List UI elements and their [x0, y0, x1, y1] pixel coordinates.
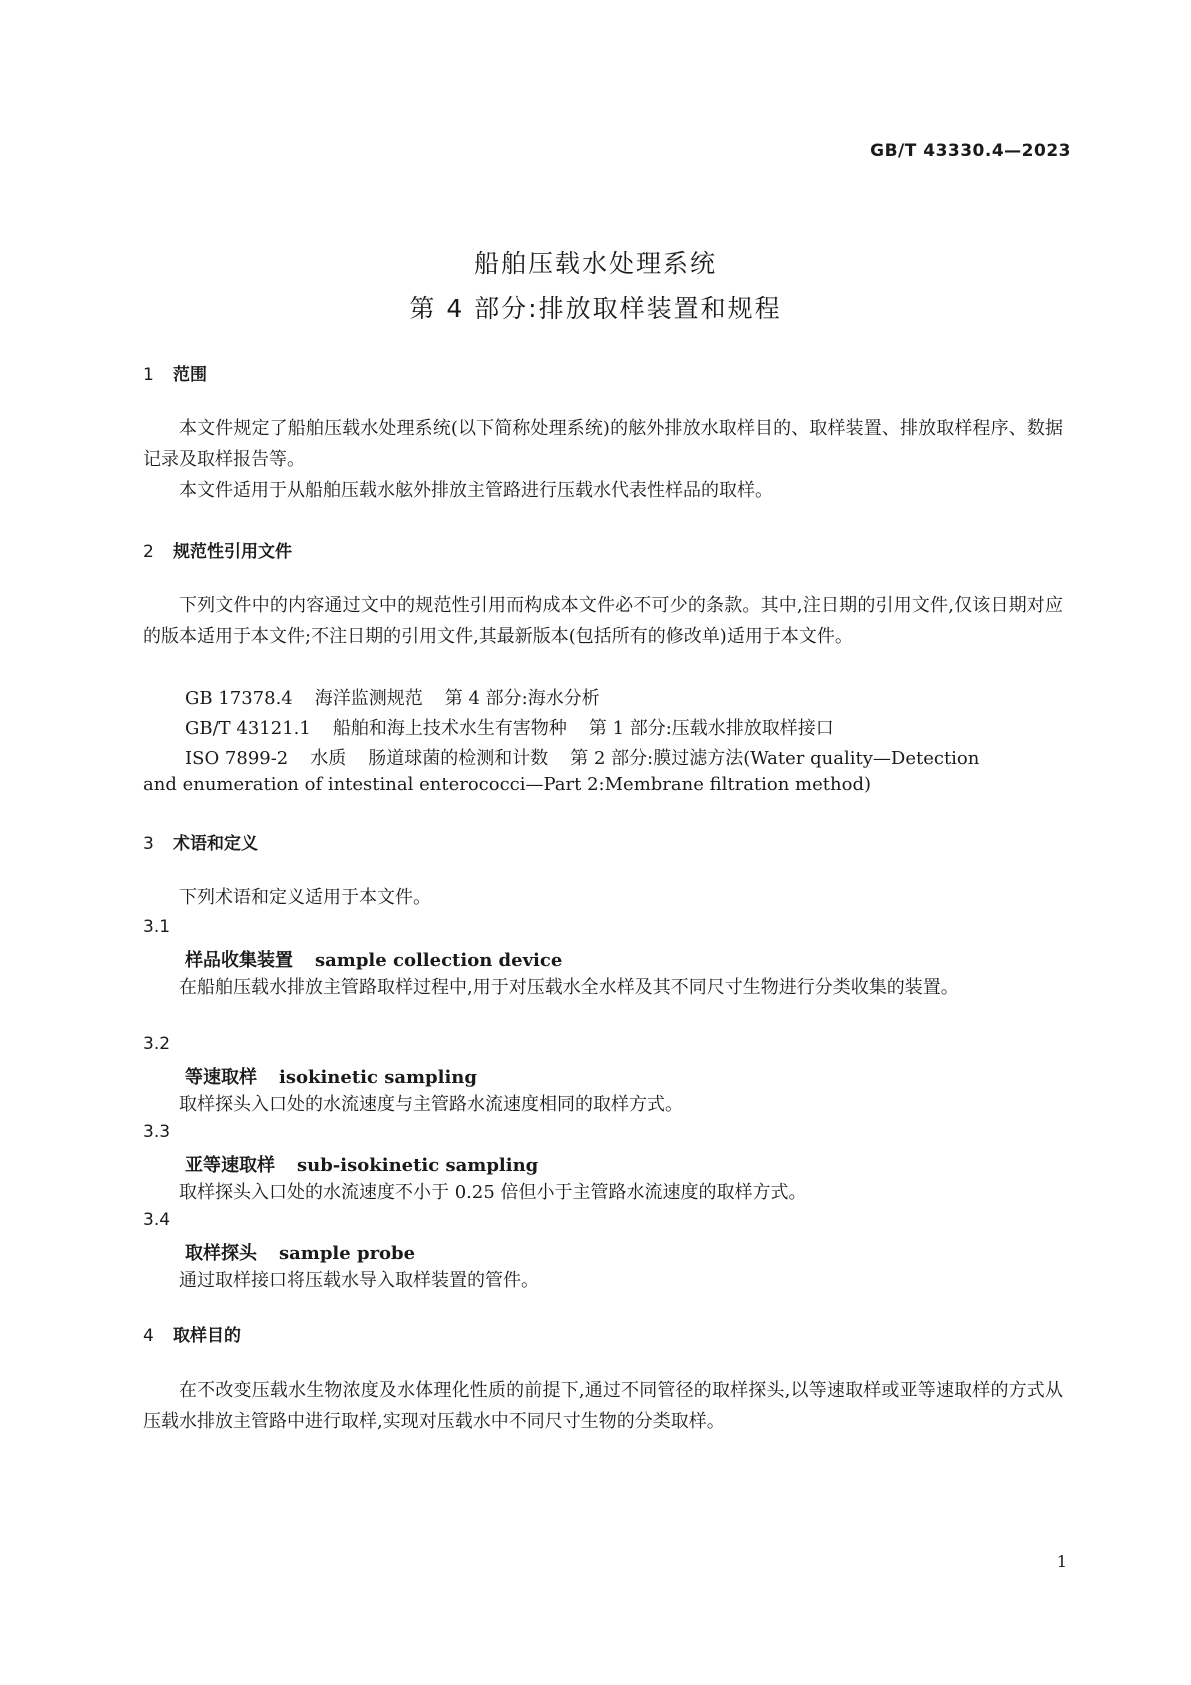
term-heading — [185, 1151, 538, 1177]
reference-code: ISO 7899-2 — [185, 748, 289, 769]
normative-reference-1 — [185, 684, 600, 710]
page-number: 1 — [1056, 1552, 1067, 1571]
section-title: 范围 — [173, 365, 207, 385]
standard-code: GB/T 43330.4—2023 — [870, 141, 1071, 161]
section-title: 取样目的 — [173, 1326, 241, 1346]
section-4-heading — [143, 1321, 241, 1346]
term-english: sample probe — [279, 1243, 416, 1264]
term-chinese: 等速取样 — [185, 1067, 257, 1088]
section-1-heading — [143, 360, 207, 385]
reference-part: 第 1 部分:压载水排放取样接口 — [588, 718, 834, 739]
reference-code: GB/T 43121.1 — [185, 718, 311, 739]
section-3-paragraph-1: 下列术语和定义适用于本文件。 — [179, 887, 431, 908]
section-3-heading — [143, 829, 258, 854]
term-chinese: 样品收集装置 — [185, 950, 293, 971]
term-number: 3.1 — [143, 917, 171, 937]
reference-part: 第 4 部分:海水分析 — [444, 688, 600, 709]
term-definition: 取样探头入口处的水流速度不小于 0.25 倍但小于主管路水流速度的取样方式。 — [179, 1182, 807, 1203]
reference-code: GB 17378.4 — [185, 688, 293, 709]
term-number: 3.2 — [143, 1034, 171, 1054]
term-number: 3.3 — [143, 1122, 171, 1142]
normative-reference-3 — [185, 744, 979, 770]
normative-reference-2 — [185, 714, 834, 740]
section-number: 2 — [143, 542, 154, 562]
section-2-heading — [143, 537, 292, 562]
term-english: sample collection device — [315, 950, 563, 971]
reference-title: 海洋监测规范 — [314, 688, 423, 709]
term-chinese: 亚等速取样 — [185, 1155, 275, 1176]
reference-title: 水质 — [310, 748, 347, 769]
term-definition: 取样探头入口处的水流速度与主管路水流速度相同的取样方式。 — [179, 1094, 683, 1115]
section-1-paragraph-2: 本文件适用于从船舶压载水舷外排放主管路进行压载水代表性样品的取样。 — [179, 480, 773, 501]
term-definition: 在船舶压载水排放主管路取样过程中,用于对压载水全水样及其不同尺寸生物进行分类收集的装置。 — [179, 977, 959, 998]
term-heading — [185, 1239, 415, 1265]
section-title: 规范性引用文件 — [173, 542, 292, 562]
section-2-paragraph-1: 下列文件中的内容通过文中的规范性引用而构成本文件必不可少的条款。其中,注日期的引用文件,仅该日期对应的版本适用于本文件;不注日期的引用文件,其最新版本(包括所有的修改单)适用于本文件。 — [143, 595, 1063, 647]
normative-reference-3-continuation: and enumeration of intestinal enterococci—Part 2:Membrane filtration method) — [143, 774, 871, 795]
term-english: sub-isokinetic sampling — [297, 1155, 539, 1176]
term-english: isokinetic sampling — [279, 1067, 477, 1088]
section-title: 术语和定义 — [173, 834, 258, 854]
term-heading — [185, 946, 562, 972]
reference-title-2: 肠道球菌的检测和计数 — [368, 748, 549, 769]
section-4-paragraph-1: 在不改变压载水生物浓度及水体理化性质的前提下,通过不同管径的取样探头,以等速取样或亚等速取样的方式从压载水排放主管路中进行取样,实现对压载水中不同尺寸生物的分类取样。 — [143, 1380, 1063, 1432]
reference-title: 船舶和海上技术水生有害物种 — [332, 718, 567, 739]
term-definition: 通过取样接口将压载水导入取样装置的管件。 — [179, 1270, 539, 1291]
section-number: 3 — [143, 834, 154, 854]
term-chinese: 取样探头 — [185, 1243, 257, 1264]
section-number: 4 — [143, 1326, 154, 1346]
section-1-paragraph-1: 本文件规定了船舶压载水处理系统(以下简称处理系统)的舷外排放水取样目的、取样装置、排放取样程序、数据记录及取样报告等。 — [143, 418, 1063, 470]
document-title-line2: 第 4 部分:排放取样装置和规程 — [409, 294, 782, 323]
document-title-line1: 船舶压载水处理系统 — [473, 249, 717, 278]
section-number: 1 — [143, 365, 154, 385]
term-heading — [185, 1063, 477, 1089]
reference-part: 第 2 部分:膜过滤方法(Water quality—Detection — [570, 748, 980, 769]
term-number: 3.4 — [143, 1210, 171, 1230]
